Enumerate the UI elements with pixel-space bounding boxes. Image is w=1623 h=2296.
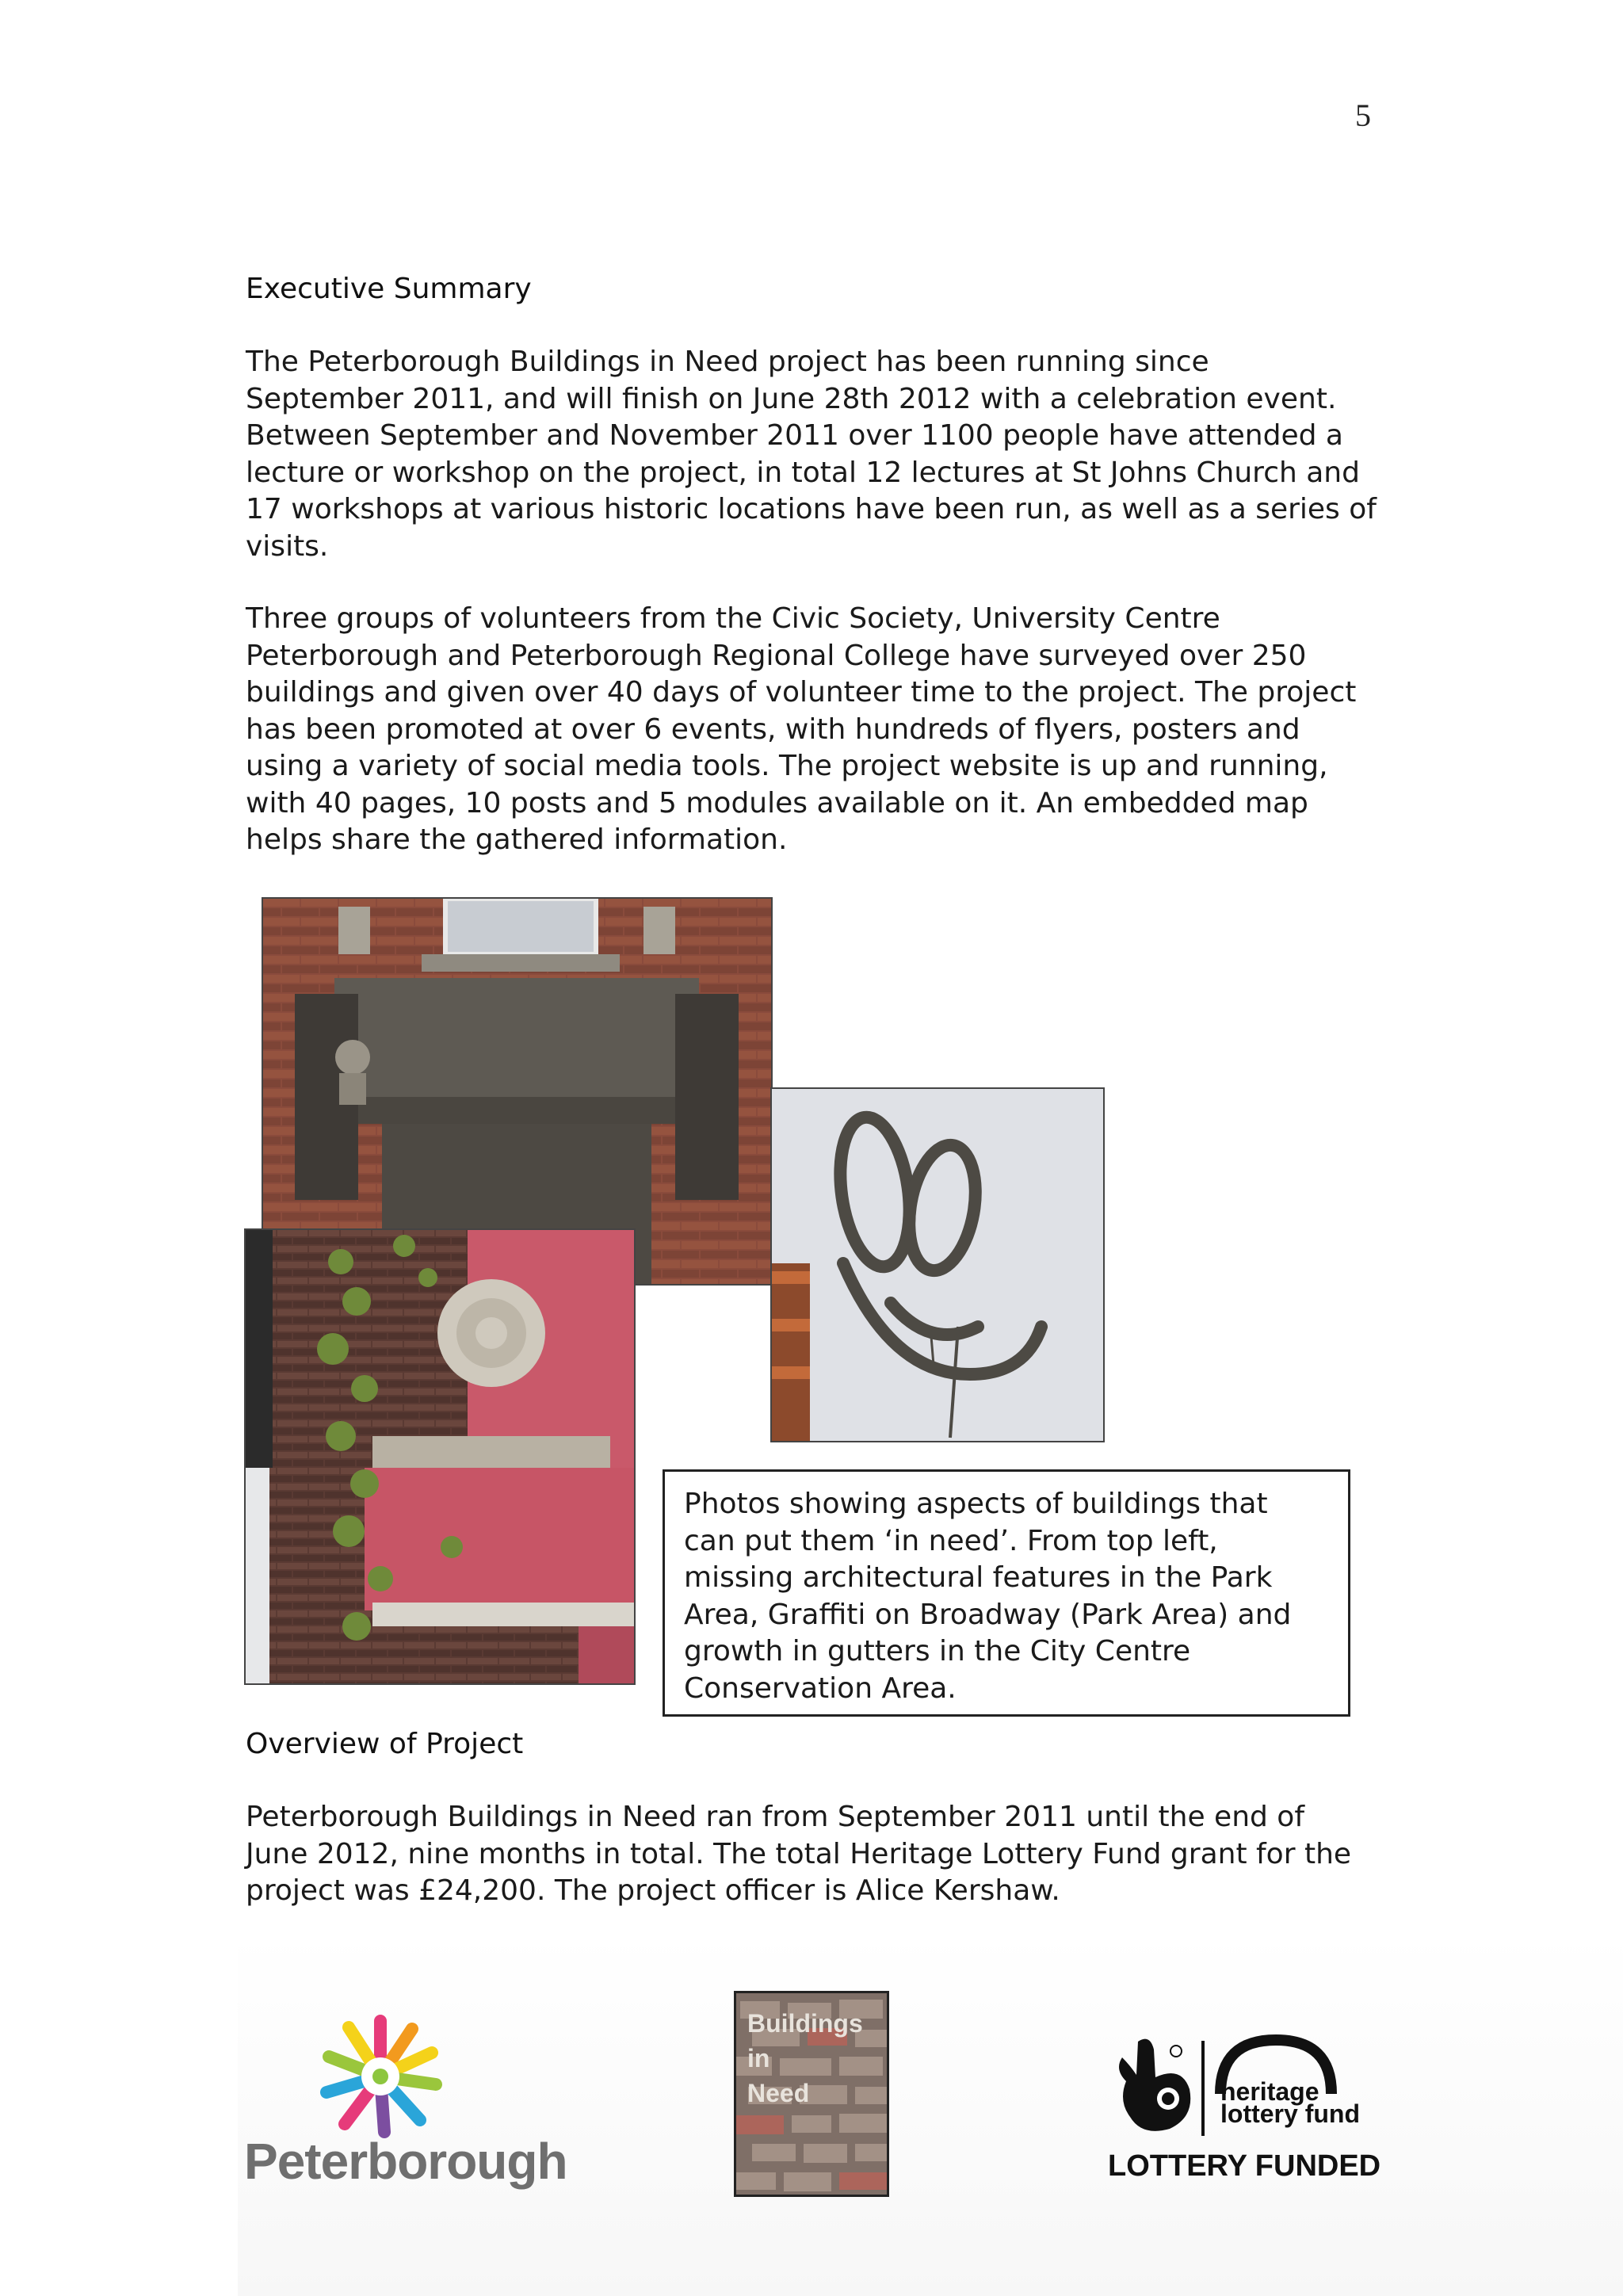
heritage-wordmark-line-2: lottery fund	[1220, 2099, 1360, 2128]
peterborough-starburst-logo	[317, 2013, 444, 2140]
photo-missing-architectural-features	[262, 897, 773, 1286]
lottery-logo-divider	[1201, 2041, 1205, 2136]
executive-summary-paragraph-1: The Peterborough Buildings in Need project has been running since September 2011, and will finish on June 28th 2012 with a celebration event. Between September and November 2011 over 1100 people have attended a lecture or workshop on the project, in total 12 lectures at St Johns Church and 17 workshops at various historic locations have been run, as well as a series of visits.	[246, 346, 1377, 563]
page-number: 5	[1355, 97, 1371, 133]
photo-graffiti-broadway	[770, 1087, 1105, 1442]
peterborough-wordmark: Peterborough	[244, 2133, 567, 2190]
heritage-lottery-fund-logo	[1212, 2032, 1363, 2143]
bin-logo-word-in: in	[747, 2044, 770, 2073]
overview-heading: Overview of Project	[246, 1728, 524, 1760]
lottery-crossed-fingers-icon	[1106, 2034, 1201, 2137]
photo-growth-in-gutters	[244, 1228, 636, 1685]
lottery-funded-label: LOTTERY FUNDED	[1108, 2149, 1381, 2183]
photo-caption-box	[663, 1469, 1350, 1717]
bin-logo-word-need: Need	[747, 2079, 810, 2107]
buildings-in-need-logo	[734, 1991, 889, 2197]
heritage-wordmark-line-1: heritage	[1220, 2077, 1319, 2106]
executive-summary-paragraph-2: Three groups of volunteers from the Civic Society, University Centre Peterborough and Peterborough Regional College have surveyed over 250 buildings and given over 40 days of volunteer time to the project. The project has been promoted at over 6 events, with hundreds of flyers, posters and using a variety of social media tools. The project website is up and running, with 40 pages, 10 posts and 5 modules available on it. An embedded map helps share the gathered information.	[246, 602, 1357, 856]
executive-summary-heading: Executive Summary	[246, 273, 532, 305]
bin-logo-word-buildings: Buildings	[747, 2009, 863, 2038]
overview-paragraph: Peterborough Buildings in Need ran from September 2011 until the end of June 2012, nine months in total. The total Heritage Lottery Fund grant for the project was £24,200. The project officer is Alice Kershaw.	[246, 1801, 1352, 1907]
logo-footer-band	[238, 1934, 1623, 2296]
photo-caption: Photos showing aspects of buildings that can put them ‘in need’. From top left, missing architectural features in the Park Area, Graffiti on Broadway (Park Area) and growth in gutters in the City Centre Conservation Area.	[684, 1488, 1292, 1705]
